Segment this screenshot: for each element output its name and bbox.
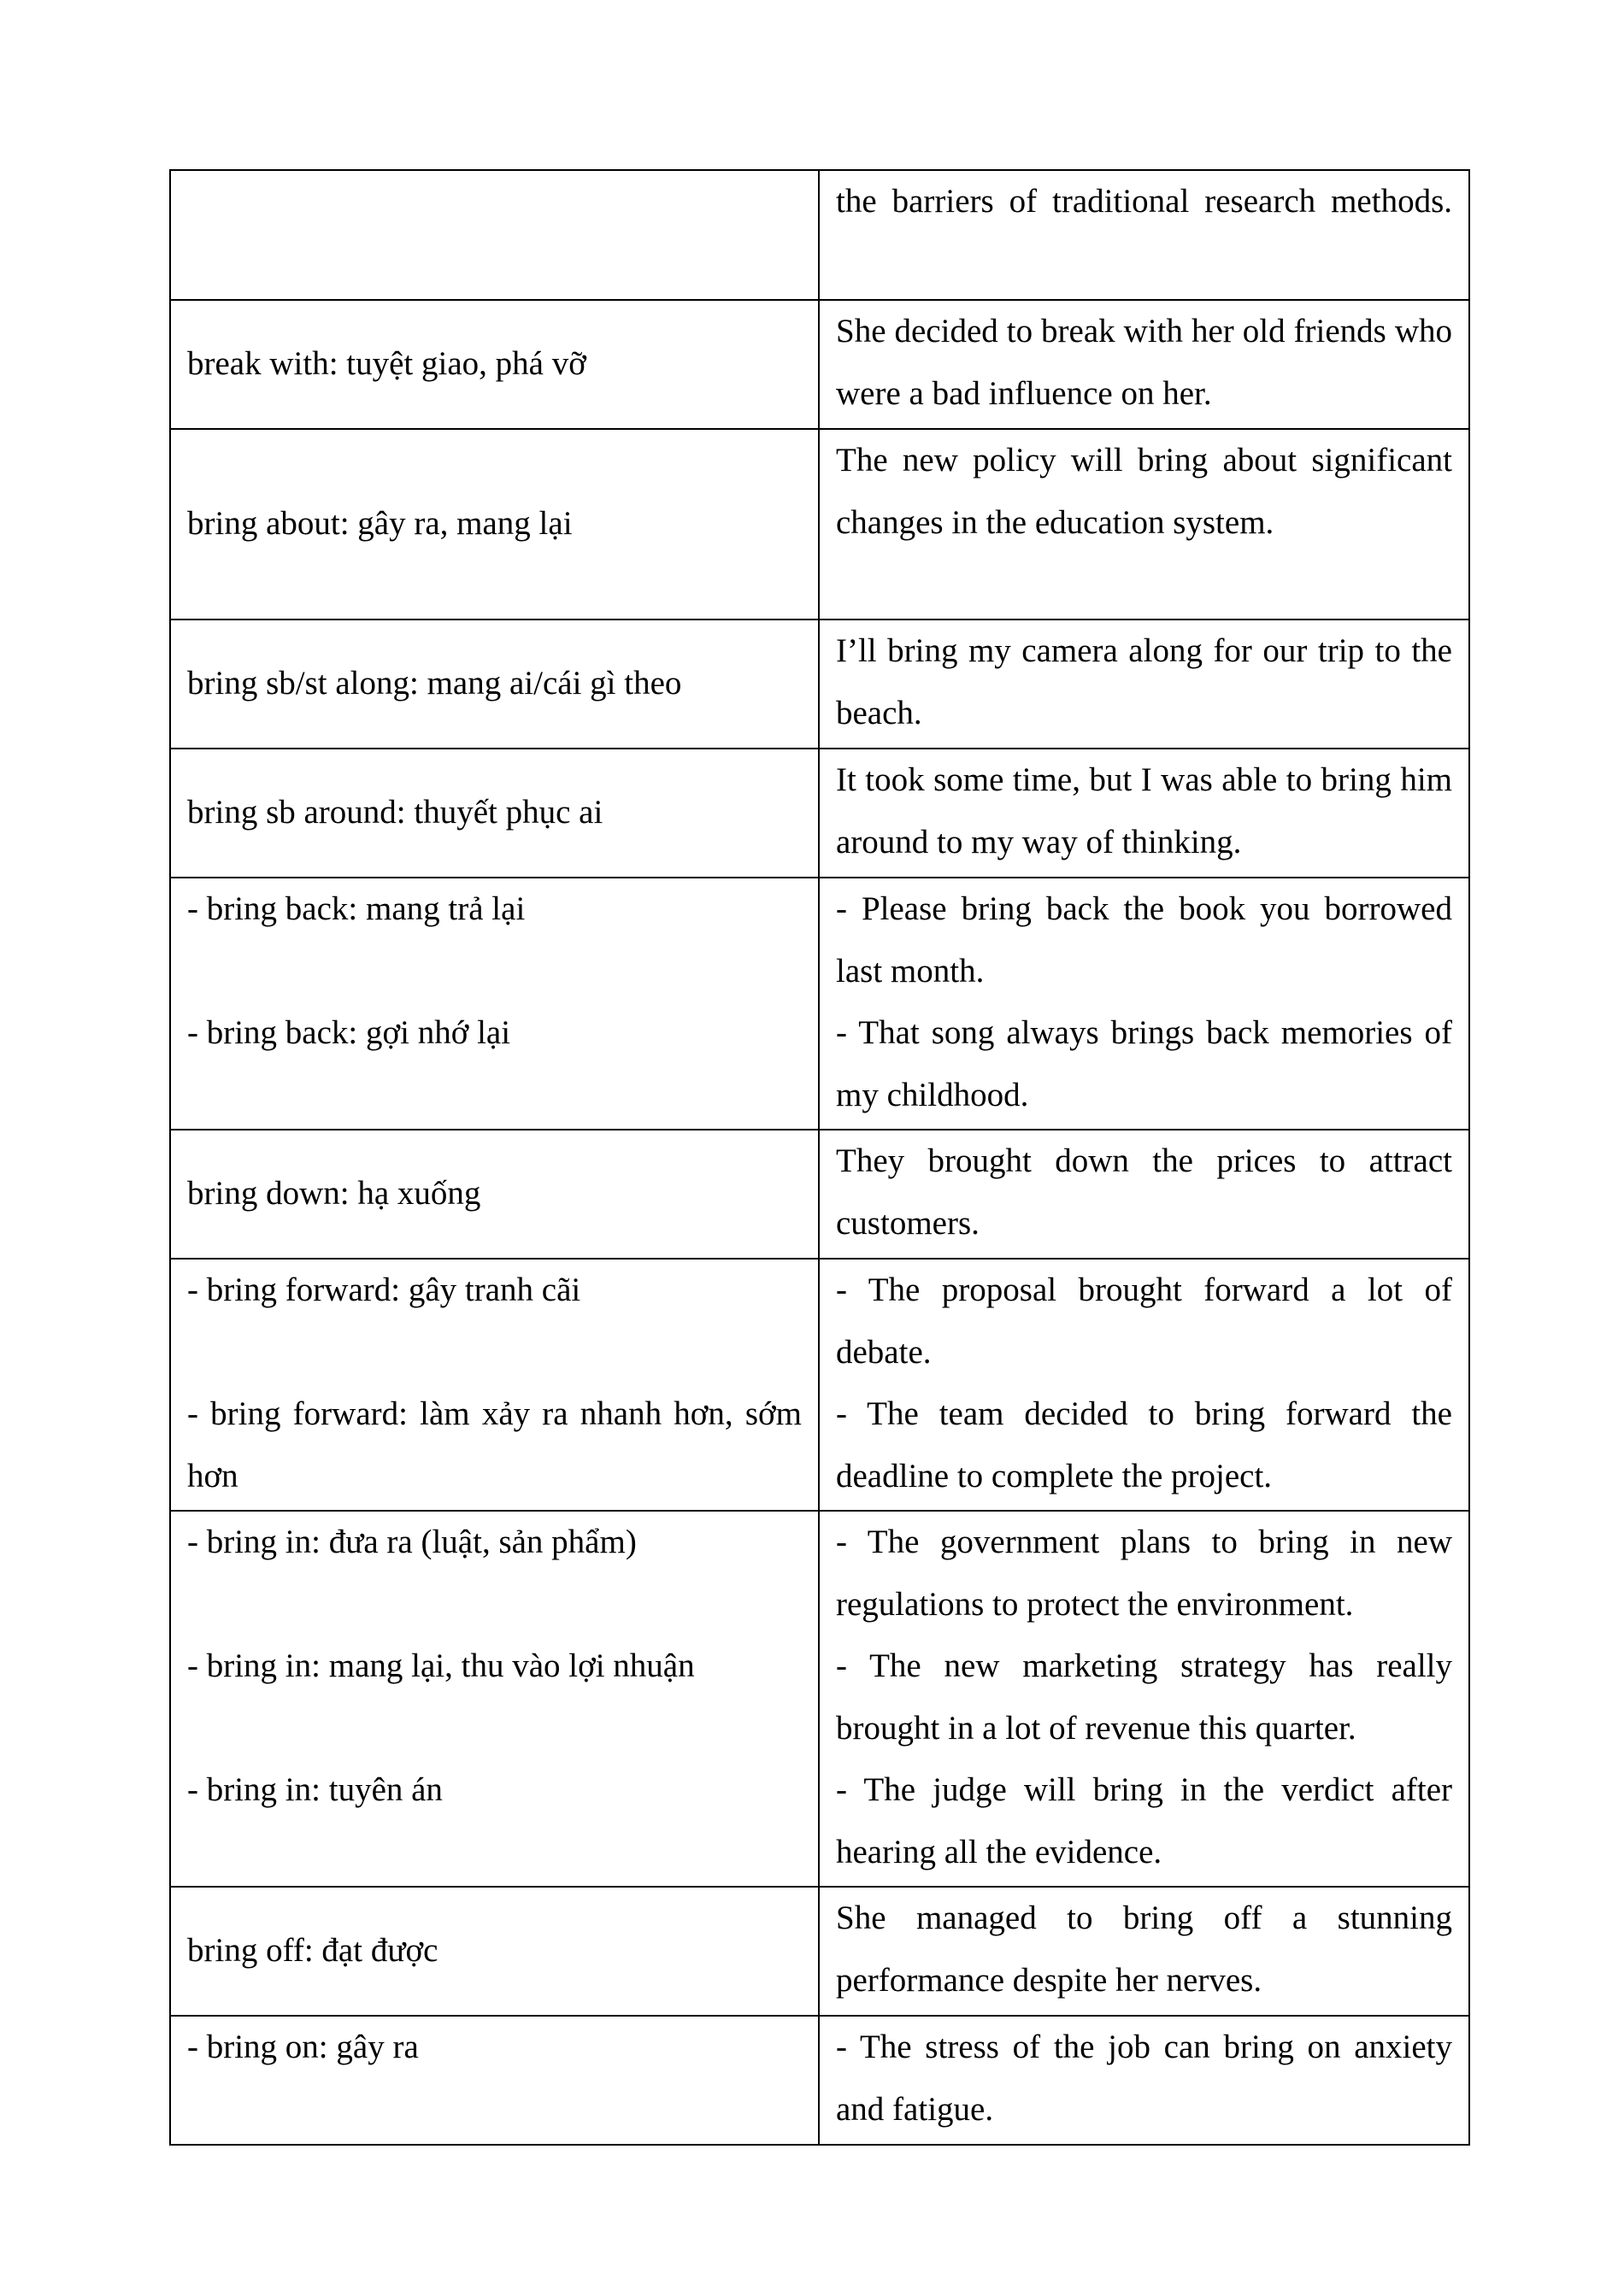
example-text: - The stress of the job can bring on anxiety and fatigue. bbox=[836, 2029, 1452, 2128]
example-text: - The judge will bring in the verdict after hearing all the evidence. bbox=[836, 1771, 1452, 1870]
term-cell bbox=[170, 620, 819, 749]
term-cell bbox=[170, 1511, 819, 1887]
example-text: She managed to bring off a stunning performance despite her nerves. bbox=[836, 1900, 1452, 1999]
table-row bbox=[170, 1130, 1469, 1259]
table-row bbox=[170, 2016, 1469, 2145]
example-cell bbox=[819, 749, 1469, 878]
example-cell bbox=[819, 170, 1469, 300]
term-text: bring off: đạt được bbox=[187, 1932, 438, 1970]
term-cell bbox=[170, 749, 819, 878]
term-cell bbox=[170, 170, 819, 300]
term-text: bring sb around: thuyết phục ai bbox=[187, 794, 603, 831]
example-text: - That song always brings back memories of my childhood. bbox=[836, 1014, 1452, 1113]
table-row bbox=[170, 749, 1469, 878]
term-text: - bring in: tuyên án bbox=[187, 1771, 443, 1808]
table-row bbox=[170, 1511, 1469, 1887]
example-text: - Please bring back the book you borrowed last month. bbox=[836, 890, 1452, 989]
example-cell bbox=[819, 429, 1469, 620]
example-text: - The new marketing strategy has really brought in a lot of revenue this quarter. bbox=[836, 1647, 1452, 1747]
example-cell bbox=[819, 2016, 1469, 2145]
term-text: - bring forward: gây tranh cãi bbox=[187, 1271, 581, 1308]
term-text: break with: tuyệt giao, phá vỡ bbox=[187, 345, 586, 383]
example-text: The new policy will bring about significant changes in the education system. bbox=[836, 442, 1452, 541]
example-text: They brought down the prices to attract customers. bbox=[836, 1142, 1452, 1242]
term-text: - bring back: mang trả lại bbox=[187, 890, 526, 927]
term-text: bring sb/st along: mang ai/cái gì theo bbox=[187, 665, 682, 702]
term-cell bbox=[170, 2016, 819, 2145]
table-row bbox=[170, 620, 1469, 749]
table-row bbox=[170, 878, 1469, 1130]
table-row bbox=[170, 1887, 1469, 2016]
example-cell bbox=[819, 1887, 1469, 2016]
example-text: It took some time, but I was able to bring him around to my way of thinking. bbox=[836, 761, 1452, 860]
term-text: - bring on: gây ra bbox=[187, 2029, 419, 2065]
term-text: - bring forward: làm xảy ra nhanh hơn, sớm hơn bbox=[187, 1395, 802, 1494]
example-cell bbox=[819, 1259, 1469, 1511]
term-cell bbox=[170, 429, 819, 620]
term-text: bring down: hạ xuống bbox=[187, 1175, 481, 1213]
term-cell bbox=[170, 300, 819, 429]
example-text: - The team decided to bring forward the deadline to complete the project. bbox=[836, 1395, 1452, 1494]
phrasal-verb-table bbox=[169, 169, 1470, 2146]
table-row bbox=[170, 300, 1469, 429]
term-text: - bring in: mang lại, thu vào lợi nhuận bbox=[187, 1647, 695, 1684]
example-text: - The proposal brought forward a lot of debate. bbox=[836, 1271, 1452, 1371]
term-text: - bring back: gợi nhớ lại bbox=[187, 1014, 511, 1051]
table-row bbox=[170, 429, 1469, 620]
example-cell bbox=[819, 878, 1469, 1130]
table-row bbox=[170, 1259, 1469, 1511]
example-text: the barriers of traditional research methods. bbox=[836, 183, 1452, 220]
example-cell bbox=[819, 620, 1469, 749]
example-cell bbox=[819, 300, 1469, 429]
example-text: I’ll bring my camera along for our trip to the beach. bbox=[836, 632, 1452, 731]
example-cell bbox=[819, 1511, 1469, 1887]
table-row bbox=[170, 170, 1469, 300]
term-cell bbox=[170, 1130, 819, 1259]
term-text: bring about: gây ra, mang lại bbox=[187, 505, 573, 543]
term-text: - bring in: đưa ra (luật, sản phẩm) bbox=[187, 1524, 637, 1560]
example-text: She decided to break with her old friends who were a bad influence on her. bbox=[836, 313, 1452, 412]
example-text: - The government plans to bring in new regulations to protect the environment. bbox=[836, 1524, 1452, 1623]
example-cell bbox=[819, 1130, 1469, 1259]
term-cell bbox=[170, 1887, 819, 2016]
term-cell bbox=[170, 878, 819, 1130]
term-cell bbox=[170, 1259, 819, 1511]
